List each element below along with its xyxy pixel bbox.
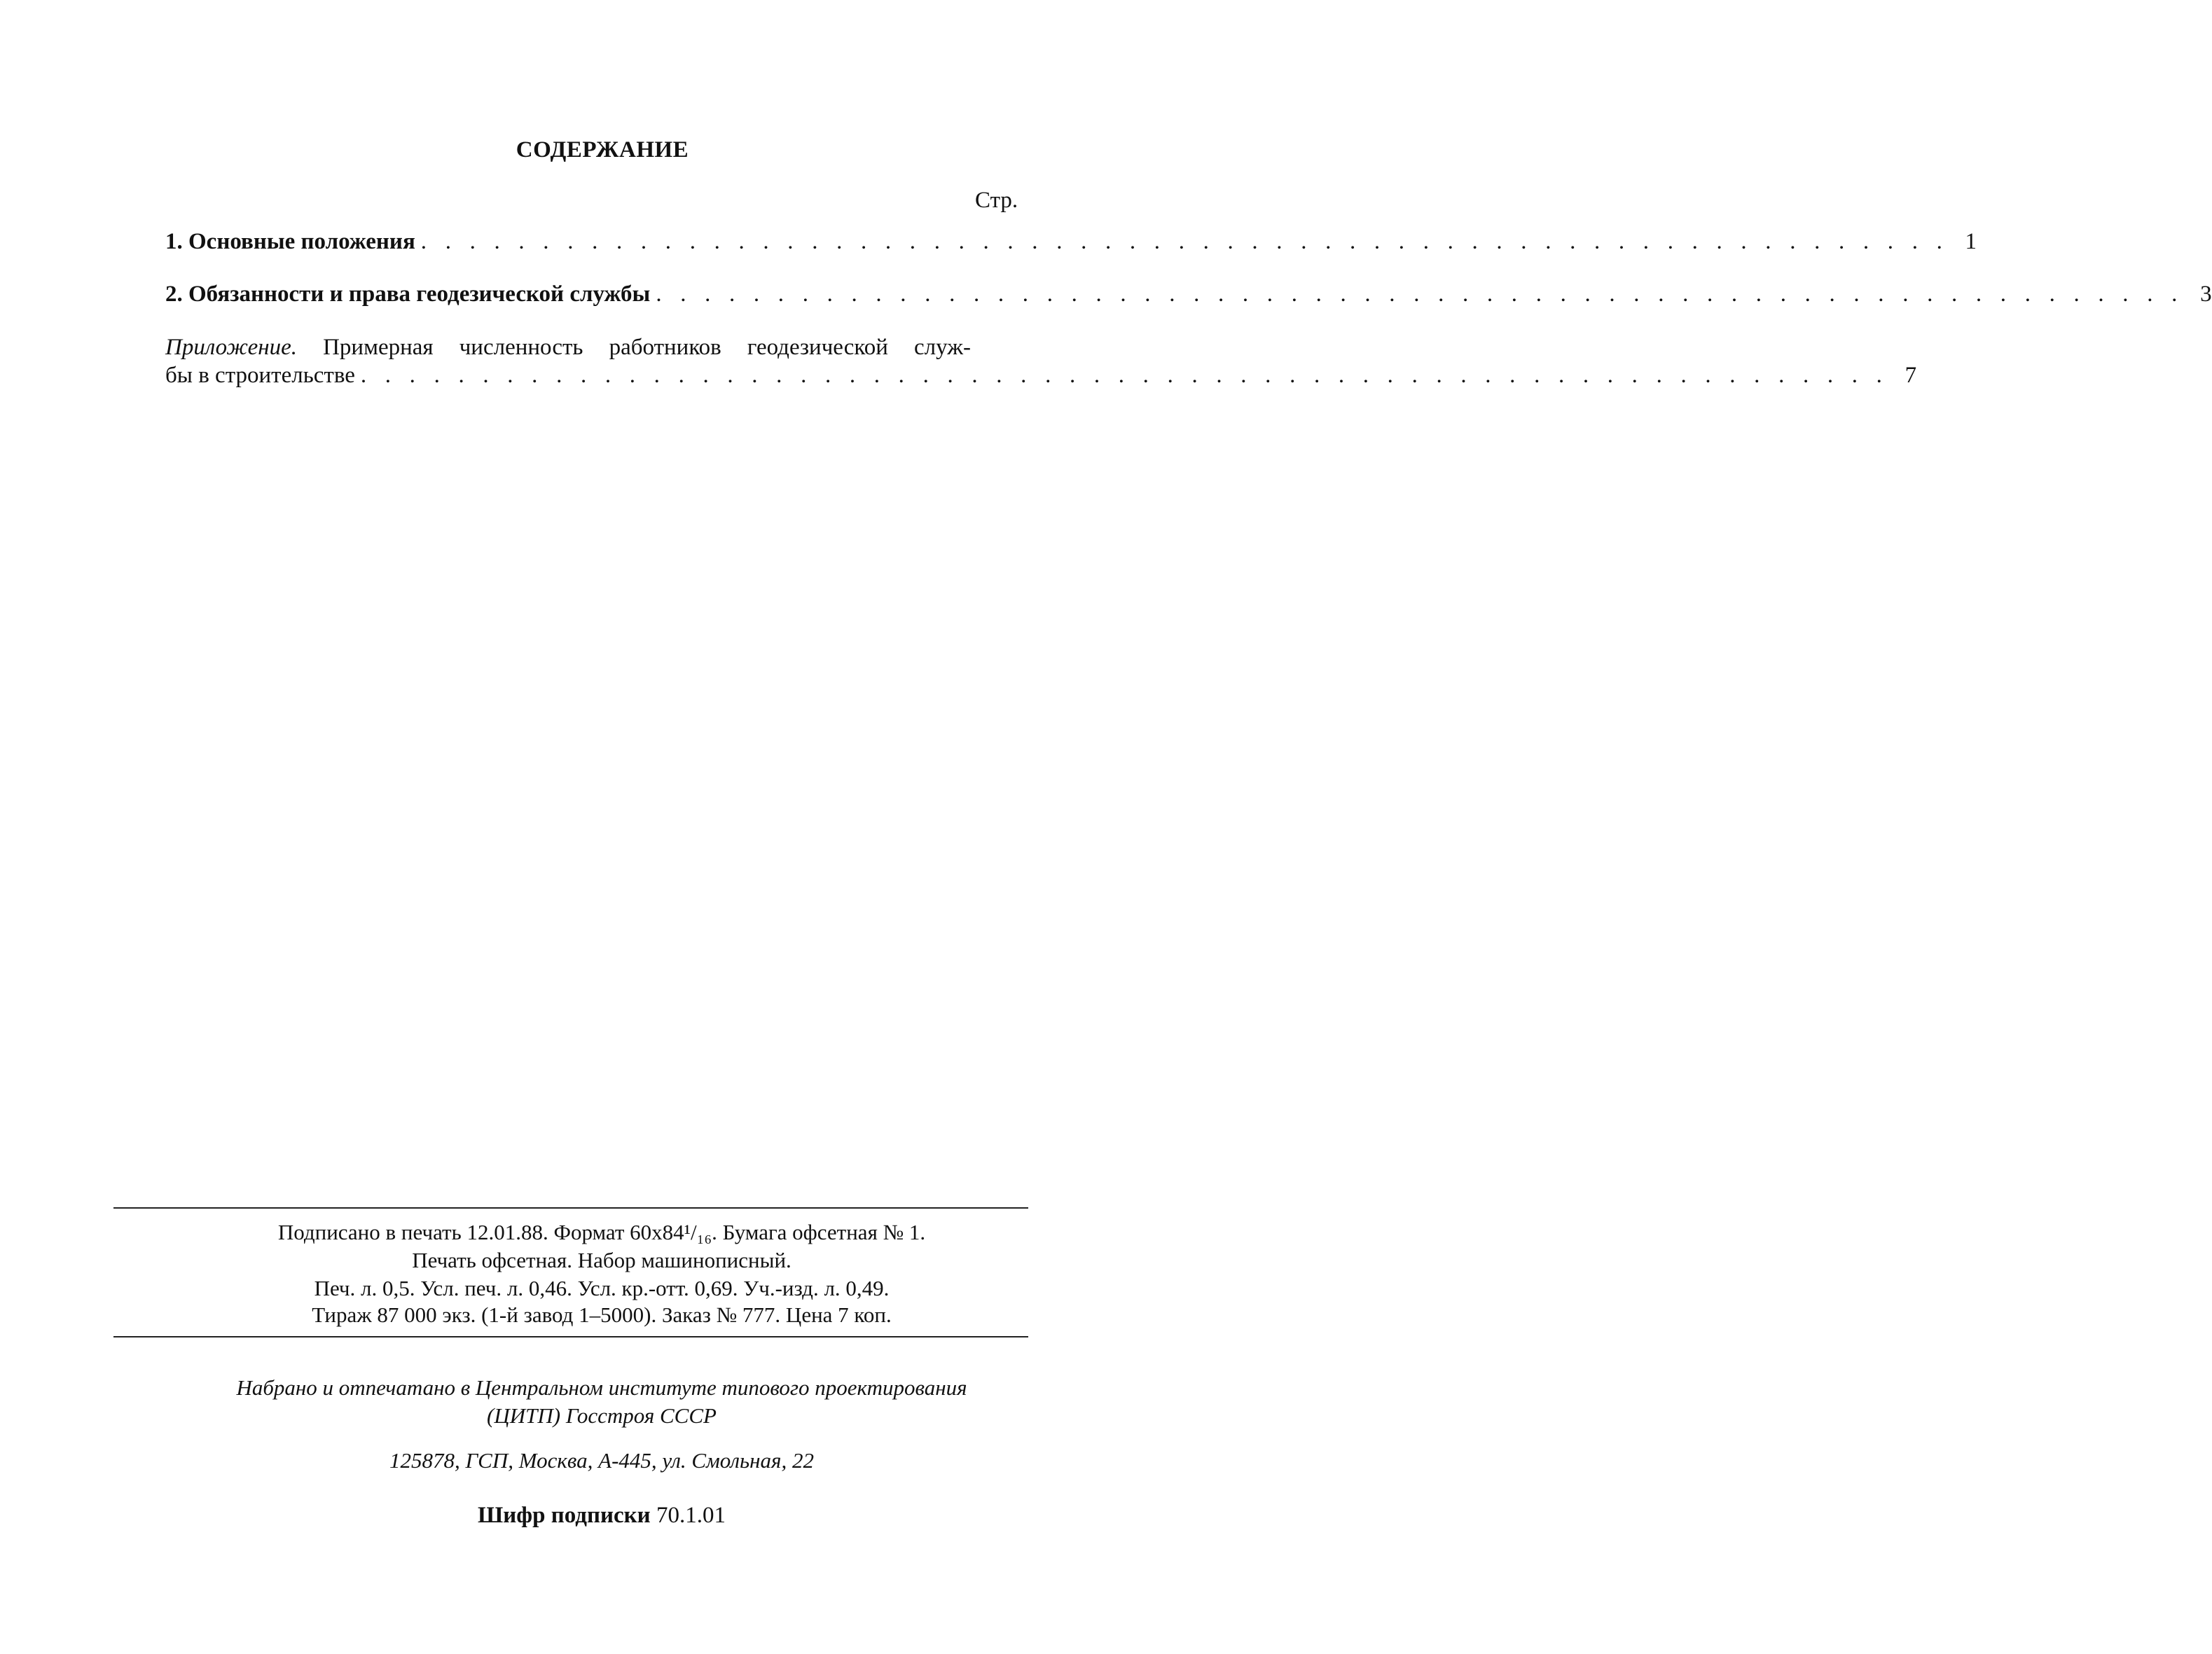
toc-entry-1 (165, 228, 1977, 256)
toc-entry-text: 2. Обязанности и права геодезической службы (165, 282, 651, 307)
dot-leader: . . . . . . . . . . . . . . . . . . . . . . . . . . . . . . . . . . . . . . . . . . . . . . . . . . . . . . . . . . . . . . . (656, 282, 2184, 307)
bottom-rule (113, 1336, 1028, 1337)
toc-entry-page: 7 (1905, 363, 1917, 388)
printer-address: 125878, ГСП, Москва, А-445, ул. Смольная, 22 (389, 1448, 814, 1473)
dot-leader: . . . . . . . . . . . . . . . . . . . . . . . . . . . . . . . . . . . . . . . . . . . . . . . . . . . . . . . . . . . . . . . (420, 229, 1949, 254)
printer-line-1: Набрано и отпечатано в Центральном институте типового проектирования (236, 1375, 967, 1400)
toc-entry-page: 1 (1965, 229, 1977, 254)
imprint-line-1: Подписано в печать 12.01.88. Формат 60х84¹/₁₆. Бумага офсетная № 1. (277, 1220, 926, 1244)
toc-entry-2 (165, 280, 2212, 308)
toc-entry-text: 1. Основные положения (165, 229, 415, 254)
subscription-cipher (0, 1503, 1203, 1529)
subscription-label: Шифр подписки (478, 1503, 651, 1528)
dot-leader: . . . . . . . . . . . . . . . . . . . . . . . . . . . . . . . . . . . . . . . . . . . . . . . . . . . . . . . . . . . . . . . (360, 363, 1889, 388)
appendix-title-part-2: бы в строительстве (165, 363, 355, 388)
top-rule (113, 1207, 1028, 1209)
printer-line-2: (ЦИТП) Госстроя СССР (487, 1403, 717, 1428)
appendix-title-part-1: Примерная численность работников геодезической служ- (323, 335, 972, 360)
toc-title: СОДЕРЖАНИЕ (516, 137, 689, 162)
imprint-line-3: Печ. л. 0,5. Усл. печ. л. 0,46. Усл. кр.-отт. 0,69. Уч.-изд. л. 0,49. (314, 1276, 890, 1300)
appendix-label: Приложение. (165, 335, 297, 360)
appendix-line-1 (165, 333, 971, 361)
toc-entry-appendix (165, 333, 1917, 389)
toc-entry-page: 3 (2200, 282, 2212, 307)
imprint-line-2: Печать офсетная. Набор машинописный. (412, 1248, 792, 1272)
page-column-header: Стр. (975, 188, 1018, 213)
subscription-code: 70.1.01 (656, 1503, 726, 1528)
imprint-line-4: Тираж 87 000 экз. (1-й завод 1–5000). Заказ № 777. Цена 7 коп. (312, 1302, 892, 1327)
